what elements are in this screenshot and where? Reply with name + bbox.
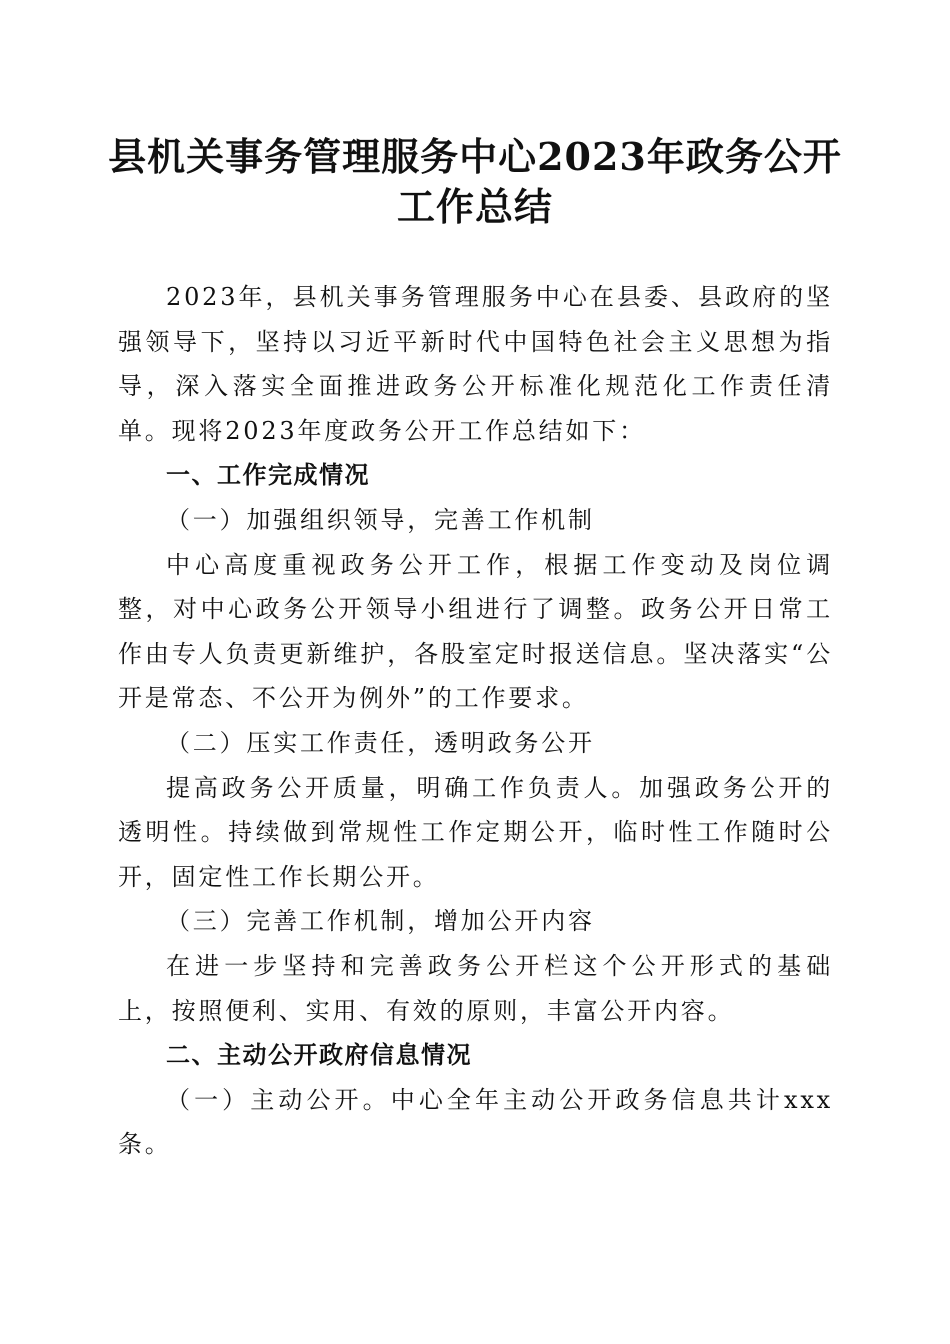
subsection-body-mechanism: 在进一步坚持和完善政务公开栏这个公开形式的基础上，按照便利、实用、有效的原则，丰富公开内容。: [118, 951, 833, 1025]
subsection-body-organization: 中心高度重视政务公开工作，根据工作变动及岗位调整，对中心政务公开领导小组进行了调整。政务公开日常工作由专人负责更新维护，各股室定时报送信息。坚决落实“公开是常态、不公开为例外”的工作要求。: [118, 550, 833, 713]
subsection-proactive-disclosure: （一）主动公开。中心全年主动公开政务信息共计xxx条。: [118, 1085, 833, 1159]
intro-paragraph: 2023年，县机关事务管理服务中心在县委、县政府的坚强领导下，坚持以习近平新时代中国特色社会主义思想为指导，深入落实全面推进政务公开标准化规范化工作责任清单。现将2023年度政务公开工作总结如下：: [118, 283, 833, 445]
document-title: 县机关事务管理服务中心2023年政务公开工作总结: [108, 134, 842, 229]
section-heading-work-completion: 一、工作完成情况: [166, 461, 370, 490]
document-body: [118, 275, 833, 1167]
section-heading-proactive-disclosure: 二、主动公开政府信息情况: [166, 1041, 472, 1070]
subsection-heading-mechanism: （三）完善工作机制，增加公开内容: [166, 907, 595, 936]
subsection-body-responsibility: 提高政务公开质量，明确工作负责人。加强政务公开的透明性。持续做到常规性工作定期公开，临时性工作随时公开，固定性工作长期公开。: [118, 773, 833, 891]
subsection-heading-organization: （一）加强组织领导，完善工作机制: [166, 505, 595, 534]
subsection-heading-responsibility: （二）压实工作责任，透明政务公开: [166, 728, 595, 757]
